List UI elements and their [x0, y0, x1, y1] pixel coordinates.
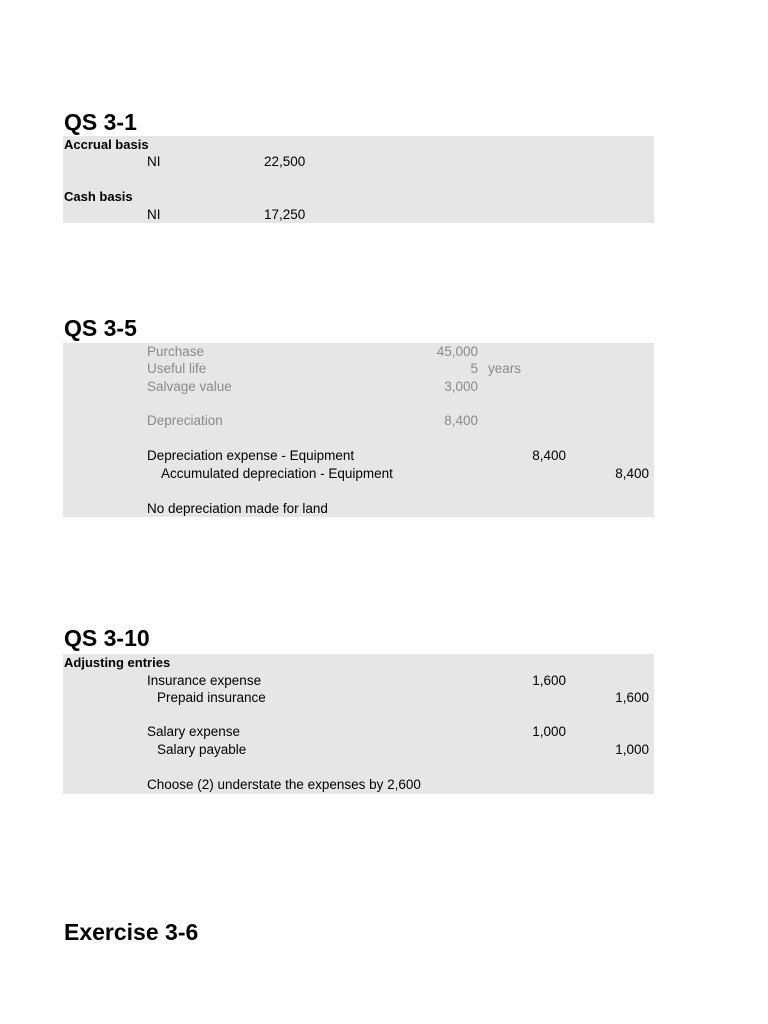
salary-payable-credit-label: Salary payable	[157, 742, 247, 757]
purchase-label: Purchase	[147, 344, 205, 359]
exercise36-title: Exercise 3-6	[64, 919, 199, 945]
insurance-expense-debit-label: Insurance expense	[147, 673, 262, 688]
cash-ni-value: 17,250	[264, 207, 306, 222]
salary-payable-credit-value: 1,000	[615, 742, 649, 757]
prepaid-insurance-credit-value: 1,600	[615, 690, 649, 705]
salvage-value-amount: 3,000	[444, 379, 478, 394]
purchase-value: 45,000	[436, 344, 478, 359]
qs35-panel	[63, 343, 654, 517]
depreciation-expense-debit-label: Depreciation expense - Equipment	[147, 448, 355, 463]
qs310-note: Choose (2) understate the expenses by 2,600	[147, 777, 421, 792]
qs35-note: No depreciation made for land	[147, 501, 328, 516]
qs310-title: QS 3-10	[64, 625, 150, 651]
qs31-title: QS 3-1	[64, 109, 137, 135]
depreciation-expense-debit-value: 8,400	[532, 448, 566, 463]
depreciation-value: 8,400	[444, 413, 478, 428]
accumulated-depreciation-credit-label: Accumulated depreciation - Equipment	[161, 466, 393, 481]
depreciation-label: Depreciation	[147, 413, 223, 428]
useful-life-label: Useful life	[147, 361, 207, 376]
qs31-panel	[63, 136, 654, 223]
qs35-title: QS 3-5	[64, 315, 137, 341]
cash-basis-label: Cash basis	[64, 189, 133, 204]
insurance-expense-debit-value: 1,600	[532, 673, 566, 688]
qs310-panel	[63, 654, 654, 794]
accrual-ni-value: 22,500	[264, 154, 306, 169]
prepaid-insurance-credit-label: Prepaid insurance	[157, 690, 266, 705]
useful-life-unit: years	[488, 361, 522, 376]
adjusting-entries-label: Adjusting entries	[64, 655, 171, 670]
salary-expense-debit-value: 1,000	[532, 724, 566, 739]
salary-expense-debit-label: Salary expense	[147, 724, 241, 739]
useful-life-value: 5	[470, 361, 478, 376]
accrual-basis-label: Accrual basis	[64, 137, 149, 152]
accumulated-depreciation-credit-value: 8,400	[615, 466, 649, 481]
salvage-value-label: Salvage value	[147, 379, 232, 394]
cash-ni-label: NI	[147, 207, 161, 222]
accrual-ni-label: NI	[147, 154, 161, 169]
